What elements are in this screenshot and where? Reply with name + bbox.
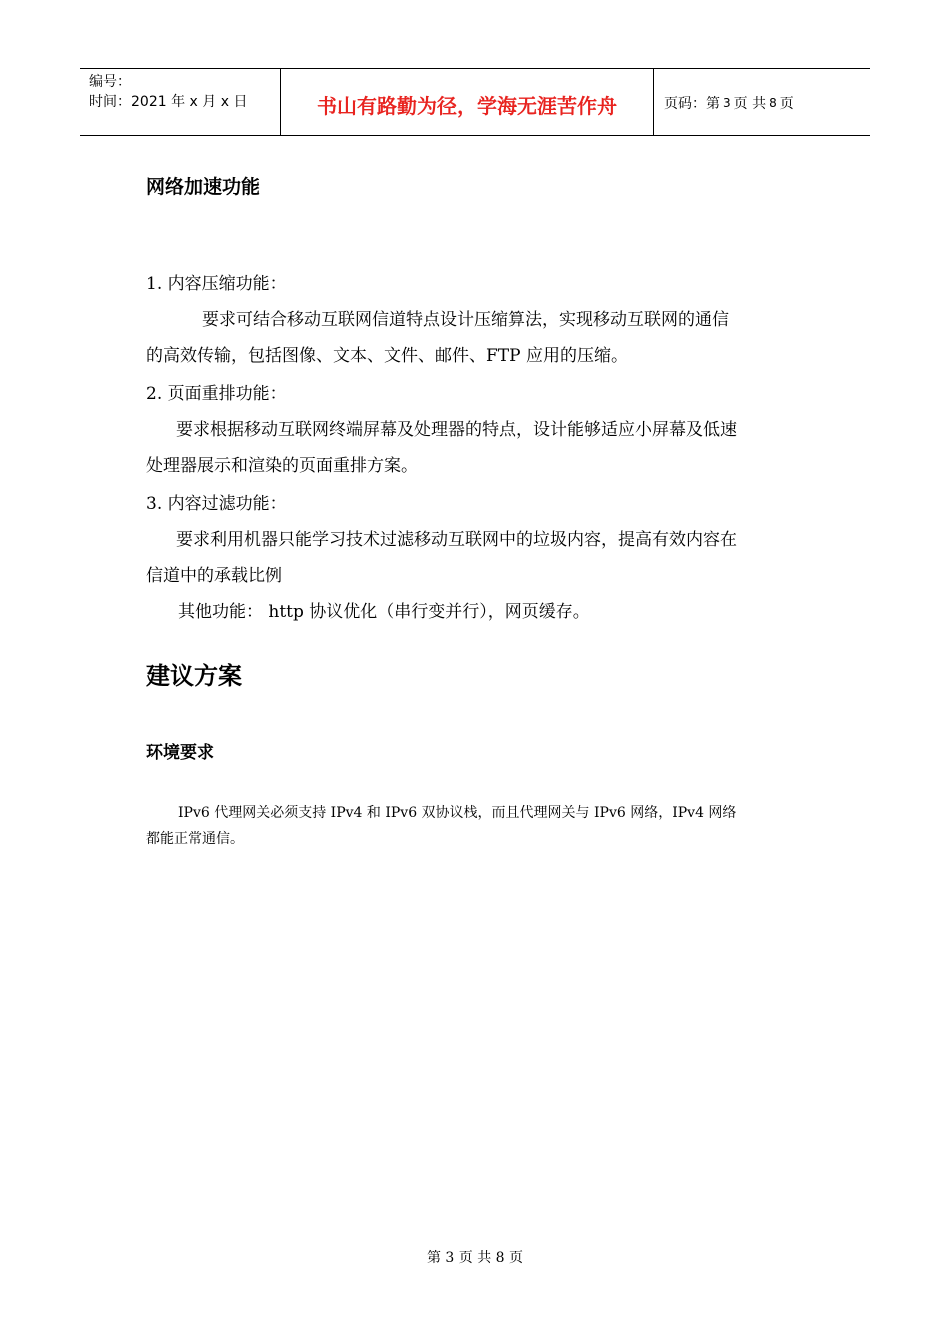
item1-line1: 要求可结合移动互联网信道特点设计压缩算法，实现移动互联网的通信 [202, 310, 729, 330]
section-title-network: 网络加速功能 [146, 176, 261, 198]
env-line2: 都能正常通信。 [146, 831, 244, 847]
page-current: 3 [723, 96, 731, 110]
document-header [80, 68, 870, 136]
page-mid: 页 共 [733, 96, 767, 112]
item2-body [146, 412, 811, 484]
document-number: 编号： [89, 74, 131, 90]
item1-title: 1. 内容压缩功能： [146, 274, 287, 294]
item2-line1: 要求根据移动互联网终端屏幕及处理器的特点，设计能够适应小屏幕及低速 [176, 420, 737, 440]
environment-paragraph [146, 800, 811, 852]
item3-title: 3. 内容过滤功能： [146, 494, 287, 514]
header-motto: 书山有路勤为径，学海无涯苦作舟 [281, 69, 654, 135]
page-prefix: 页码：第 [664, 96, 720, 112]
item3-line1: 要求利用机器只能学习技术过滤移动互联网中的垃圾内容，提高有效内容在 [176, 530, 737, 550]
other-functions: 其他功能： http 协议优化（串行变并行），网页缓存。 [178, 602, 590, 622]
item2-line2: 处理器展示和渲染的页面重排方案。 [146, 456, 418, 476]
item2-title: 2. 页面重排功能： [146, 384, 287, 404]
header-meta-cell [80, 69, 281, 135]
header-page-info [654, 69, 870, 135]
page-total: 8 [769, 96, 777, 110]
item3-line2: 信道中的承载比例 [146, 566, 282, 586]
item1-line2: 的高效传输，包括图像、文本、文件、邮件、FTP 应用的压缩。 [146, 346, 628, 366]
item3-body [146, 522, 811, 594]
env-line1: IPv6 代理网关必须支持 IPv4 和 IPv6 双协议栈，而且代理网关与 IPv6 网络，IPv4 网络 [178, 805, 737, 821]
section-title-suggestion: 建议方案 [146, 662, 242, 690]
page-suffix: 页 [779, 96, 794, 112]
subsection-title-environment: 环境要求 [146, 743, 214, 763]
page-footer: 第 3 页 共 8 页 [426, 1250, 524, 1266]
document-date: 时间：2021 年 x 月 x 日 [89, 94, 248, 110]
item1-body [146, 302, 811, 374]
